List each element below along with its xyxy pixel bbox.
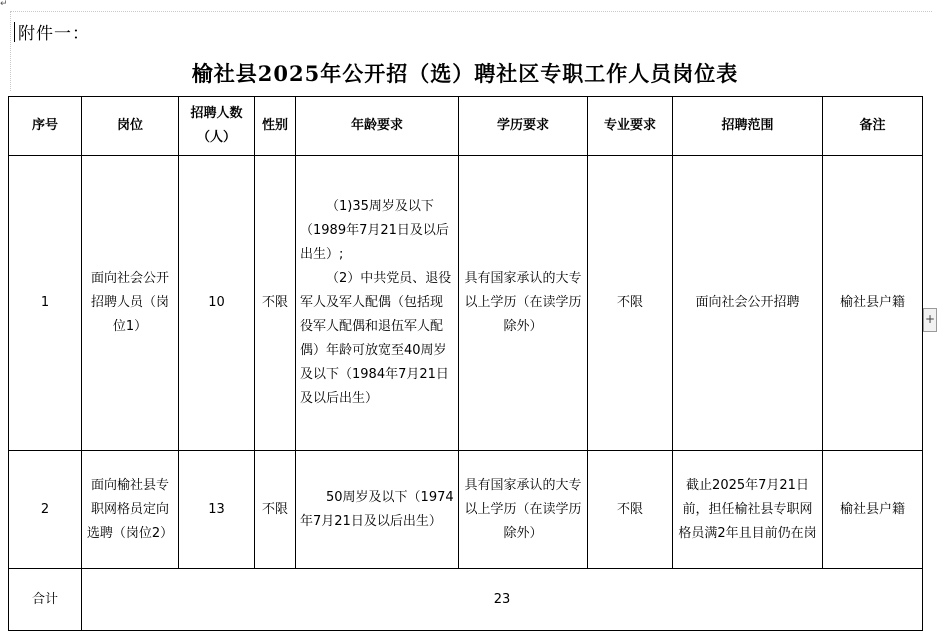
row2-post: 面向榆社县专职网格员定向选聘（岗位2） — [82, 451, 179, 569]
row1-age-part2: （2）中共党员、退役军人及军人配偶（包括现役军人配偶和退伍军人配偶）年龄可放宽至40周岁及以下（1984年7月21日及以后出生） — [300, 271, 452, 406]
row2-seq: 2 — [9, 451, 82, 569]
row2-education: 具有国家承认的大专以上学历（在读学历除外） — [459, 451, 588, 569]
row2-age-text: 50周岁及以下（1974年7月21日及以后出生） — [300, 489, 454, 529]
row1-scope: 面向社会公开招聘 — [673, 156, 823, 451]
row1-education: 具有国家承认的大专以上学历（在读学历除外） — [459, 156, 588, 451]
row2-age — [296, 451, 459, 569]
header-row — [9, 97, 923, 156]
header-count: 招聘人数（人） — [179, 97, 255, 156]
header-post: 岗位 — [82, 97, 179, 156]
row2-major: 不限 — [588, 451, 673, 569]
row2-gender: 不限 — [255, 451, 296, 569]
header-education: 学历要求 — [459, 97, 588, 156]
corner-mark: ↵ — [0, 0, 8, 9]
margin-guide-left — [10, 11, 11, 91]
row2-scope: 截止2025年7月21日前，担任榆社县专职网格员满2年且目前仍在岗 — [673, 451, 823, 569]
row1-age — [296, 156, 459, 451]
row1-major: 不限 — [588, 156, 673, 451]
total-row — [9, 569, 923, 631]
total-label: 合计 — [9, 569, 82, 631]
header-age: 年龄要求 — [296, 97, 459, 156]
table-row — [9, 156, 923, 451]
header-remark: 备注 — [823, 97, 923, 156]
row2-remark: 榆社县户籍 — [823, 451, 923, 569]
header-gender: 性别 — [255, 97, 296, 156]
header-seq: 序号 — [9, 97, 82, 156]
header-major: 专业要求 — [588, 97, 673, 156]
text-cursor — [14, 22, 15, 42]
row1-gender: 不限 — [255, 156, 296, 451]
attachment-label: 附件一： — [18, 24, 90, 44]
positions-table — [8, 96, 923, 631]
attachment-label-line[interactable] — [14, 22, 90, 46]
row1-age-part1: （1)35周岁及以下（1989年7月21日及以后出生）; — [300, 199, 449, 262]
total-value: 23 — [82, 569, 923, 631]
table-row — [9, 451, 923, 569]
row1-seq: 1 — [9, 156, 82, 451]
table-add-row-handle[interactable]: + — [923, 308, 937, 332]
margin-guide-top — [10, 11, 932, 12]
row1-post: 面向社会公开招聘人员（岗位1） — [82, 156, 179, 451]
document-title: 榆社县2025年公开招（选）聘社区专职工作人员岗位表 — [191, 61, 739, 86]
row1-remark: 榆社县户籍 — [823, 156, 923, 451]
row1-count: 10 — [179, 156, 255, 451]
row2-count: 13 — [179, 451, 255, 569]
header-scope: 招聘范围 — [673, 97, 823, 156]
